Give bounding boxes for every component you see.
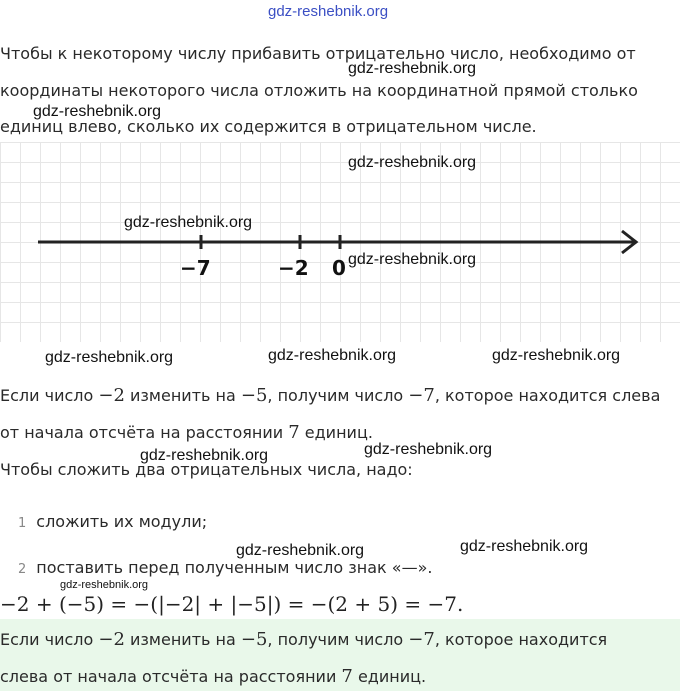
- watermark: gdz-reshebnik.org: [124, 214, 253, 231]
- value-minus-2: −2: [98, 385, 125, 406]
- value-minus-2: −2: [98, 629, 125, 650]
- rule-step-1: 1 сложить их модули;: [18, 512, 208, 531]
- watermark: gdz-reshebnik.org: [348, 154, 477, 171]
- number-line-figure: [0, 142, 680, 342]
- explanation-line-1: Если число −2 изменить на −5, получим число −7, которое находится слева: [0, 385, 661, 406]
- tick-label-zero: 0: [332, 256, 346, 280]
- value-7: 7: [288, 422, 300, 443]
- rule-heading: Чтобы сложить два отрицательных числа, надо:: [0, 460, 413, 479]
- tick-label-minus-2: −2: [278, 256, 309, 280]
- value-minus-7: −7: [408, 385, 435, 406]
- value-minus-7: −7: [408, 629, 435, 650]
- watermark-small: gdz-reshebnik.org: [60, 579, 149, 591]
- watermark: gdz-reshebnik.org: [348, 251, 477, 268]
- watermark: gdz-reshebnik.org: [364, 441, 493, 458]
- watermark: gdz-reshebnik.org: [236, 542, 365, 559]
- conclusion-box: [0, 619, 680, 691]
- watermark: gdz-reshebnik.org: [492, 347, 621, 364]
- rule-step-2: 2 поставить перед полученным число знак «—».: [18, 558, 433, 577]
- watermark-top: gdz-reshebnik.org: [268, 3, 389, 20]
- step-number: 1: [18, 516, 27, 531]
- tick-label-minus-7: −7: [180, 256, 211, 280]
- watermark: gdz-reshebnik.org: [268, 347, 397, 364]
- intro-line-2: координаты некоторого числа отложить на координатной прямой столько: [0, 81, 638, 100]
- watermark: gdz-reshebnik.org: [33, 103, 162, 120]
- watermark: gdz-reshebnik.org: [45, 349, 174, 366]
- value-7: 7: [341, 666, 353, 687]
- watermark: gdz-reshebnik.org: [140, 447, 269, 464]
- value-minus-5: −5: [240, 629, 268, 650]
- conclusion-line-2: слева от начала отсчёта на расстоянии 7 единиц.: [0, 666, 427, 687]
- intro-line-1: Чтобы к некоторому числу прибавить отрицательно число, необходимо от: [0, 44, 636, 63]
- formula: −2 + (−5) = −(|−2| + |−5|) = −(2 + 5) = −7.: [0, 592, 464, 616]
- step-number: 2: [18, 562, 27, 577]
- conclusion-line-1: Если число −2 изменить на −5, получим число −7, которое находится: [0, 629, 608, 650]
- explanation-line-2: от начала отсчёта на расстоянии 7 единиц.: [0, 422, 373, 443]
- watermark: gdz-reshebnik.org: [460, 538, 589, 555]
- watermark: gdz-reshebnik.org: [348, 60, 477, 77]
- number-line-svg: [0, 142, 680, 342]
- value-minus-5: −5: [240, 385, 268, 406]
- intro-line-3: единиц влево, сколько их содержится в отрицательном числе.: [0, 117, 537, 136]
